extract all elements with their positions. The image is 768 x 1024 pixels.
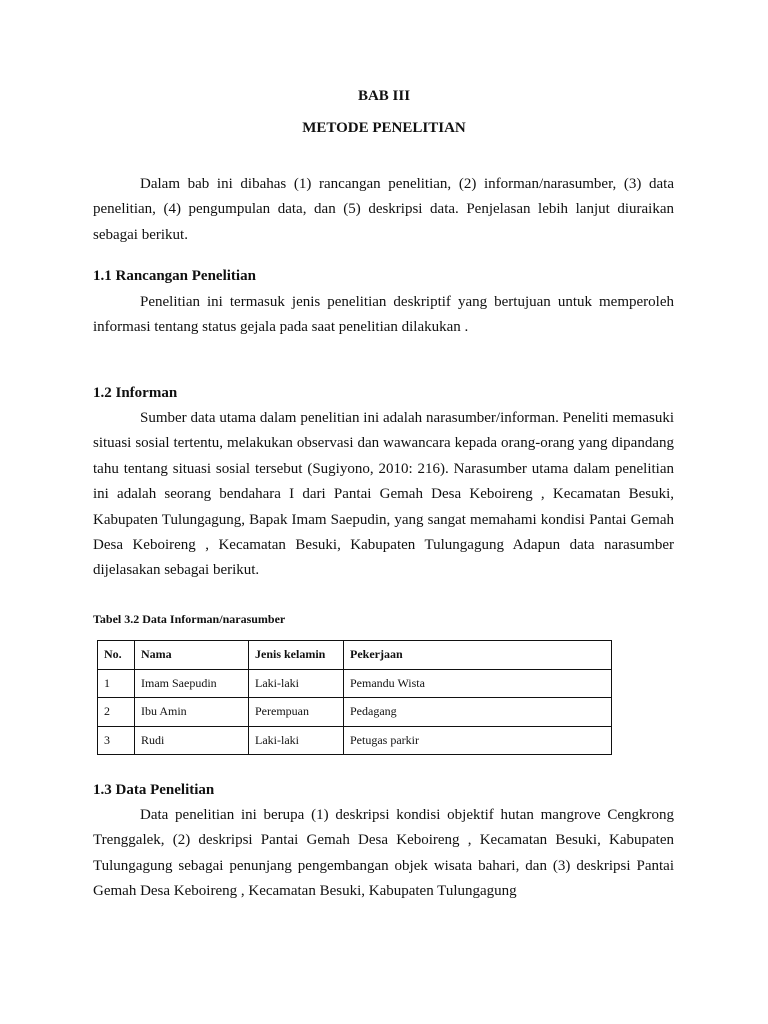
chapter-number: BAB III	[357, 88, 411, 104]
intro-paragraph: Dalam bab ini dibahas (1) rancangan penelitian, (2) informan/narasumber, (3) data penelitian, (4) pengumpulan data, dan (5) deskripsi data. Penjelasan lebih lanjut diuraikan sebagai berikut.	[93, 176, 674, 243]
table-cell: Perempuan	[249, 698, 344, 727]
section-body-data: Data penelitian ini berupa (1) deskripsi kondisi objektif hutan mangrove Cengkrong Trenggalek, (2) deskripsi Pantai Gemah Desa Keboireng , Kecamatan Besuki, Kabupaten Tulungagung sebagai penunjang pengembangan objek wisata bahari, dan (3) deskripsi Pantai Gemah Desa Keboireng , Kecamatan Besuki, Kabupaten Tulungagung	[93, 807, 674, 900]
chapter-title: METODE PENELITIAN	[302, 120, 466, 136]
table-header-cell: Jenis kelamin	[249, 641, 344, 670]
table-header-cell: No.	[98, 641, 135, 670]
table-cell: 1	[98, 669, 135, 698]
table-cell: Imam Saepudin	[135, 669, 249, 698]
table-cell: Laki-laki	[249, 669, 344, 698]
table-cell: Pedagang	[344, 698, 612, 727]
table-cell: Ibu Amin	[135, 698, 249, 727]
table-row	[98, 726, 612, 755]
table-caption: Tabel 3.2 Data Informan/narasumber	[93, 612, 286, 626]
table-header-cell: Pekerjaan	[344, 641, 612, 670]
table-row	[98, 698, 612, 727]
section-heading-informan: 1.2 Informan	[93, 385, 178, 401]
table-header-cell: Nama	[135, 641, 249, 670]
table-row	[98, 669, 612, 698]
table-cell: 3	[98, 726, 135, 755]
table-cell: Pemandu Wista	[344, 669, 612, 698]
table-header-row	[98, 641, 612, 670]
section-body-informan: Sumber data utama dalam penelitian ini adalah narasumber/informan. Peneliti memasuki situasi sosial tertentu, melakukan observasi dan wawancara kepada orang-orang yang dipandang tahu tentang situasi sosial tersebut (Sugiyono, 2010: 216). Narasumber utama dalam penelitian ini adalah seorang bendahara I dari Pantai Gemah Desa Keboireng , Kecamatan Besuki, Kabupaten Tulungagung, Bapak Imam Saepudin, yang sangat memahami kondisi Pantai Gemah Desa Keboireng , Kecamatan Besuki, Kabupaten Tulungagung Adapun data narasumber dijelasakan sebagai berikut.	[93, 410, 674, 579]
section-body-rancangan: Penelitian ini termasuk jenis penelitian deskriptif yang bertujuan untuk memperoleh informasi tentang status gejala pada saat penelitian dilakukan .	[93, 294, 674, 336]
table-cell: Laki-laki	[249, 726, 344, 755]
table-cell: Rudi	[135, 726, 249, 755]
informant-table	[97, 640, 612, 755]
section-heading-data: 1.3 Data Penelitian	[93, 782, 215, 798]
section-heading-rancangan: 1.1 Rancangan Penelitian	[93, 268, 256, 284]
table-cell: 2	[98, 698, 135, 727]
table-cell: Petugas parkir	[344, 726, 612, 755]
